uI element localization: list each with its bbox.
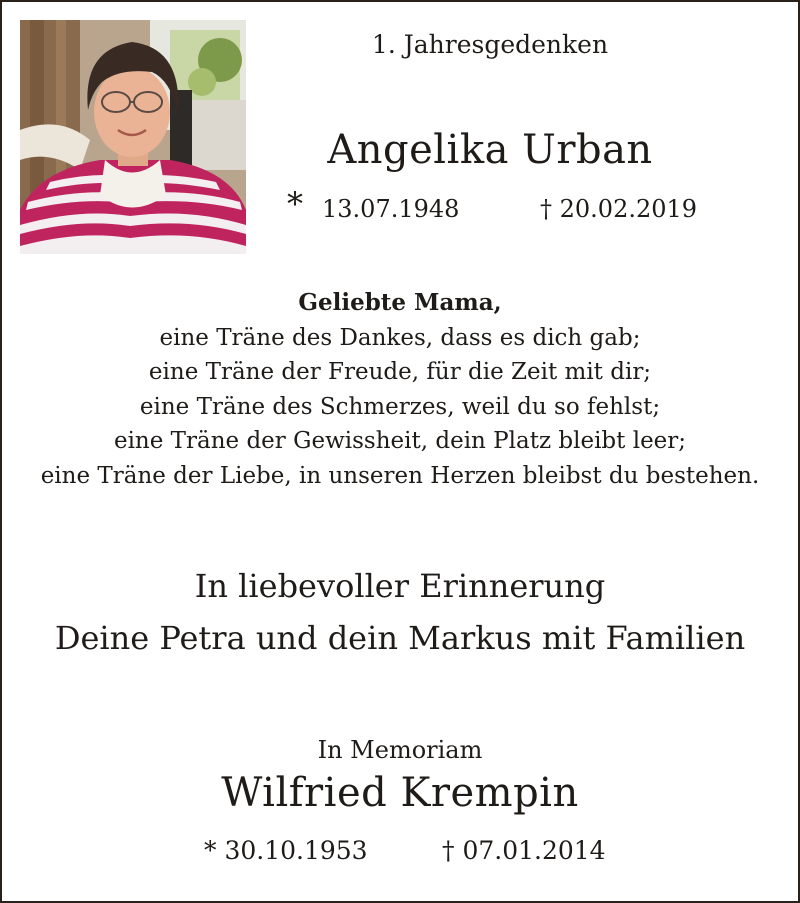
memoriam-heading: In Memoriam — [317, 736, 483, 764]
memoriam-birth-date: * 30.10.1953 — [204, 836, 368, 865]
poem-line: eine Träne der Gewissheit, dein Platz bleibt leer; — [113, 428, 687, 454]
poem-salutation: Geliebte Mama, — [298, 289, 502, 316]
birth-date: 13.07.1948 — [322, 195, 460, 223]
death-date: † 20.02.2019 — [540, 195, 698, 223]
poem-line: eine Träne des Dankes, dass es dich gab; — [159, 324, 641, 351]
poem — [0, 286, 800, 493]
anniversary-heading: 1. Jahresgedenken — [371, 30, 609, 59]
memoriam-death-date: † 07.01.2014 — [442, 836, 606, 865]
signature-line: Deine Petra und dein Markus mit Familien — [54, 619, 746, 657]
poem-line: eine Träne des Schmerzes, weil du so fehlst; — [139, 393, 661, 420]
birth-symbol: * — [287, 185, 303, 223]
portrait-photo — [20, 20, 246, 254]
memoriam-name: Wilfried Krempin — [221, 770, 579, 816]
poem-line: eine Träne der Liebe, in unseren Herzen bleibst du bestehen. — [40, 462, 760, 489]
remembrance-block — [0, 560, 800, 664]
poem-line: eine Träne der Freude, für die Zeit mit dir; — [148, 359, 652, 385]
deceased-name: Angelika Urban — [327, 127, 653, 173]
remembrance-line: In liebevoller Erinnerung — [194, 567, 606, 605]
